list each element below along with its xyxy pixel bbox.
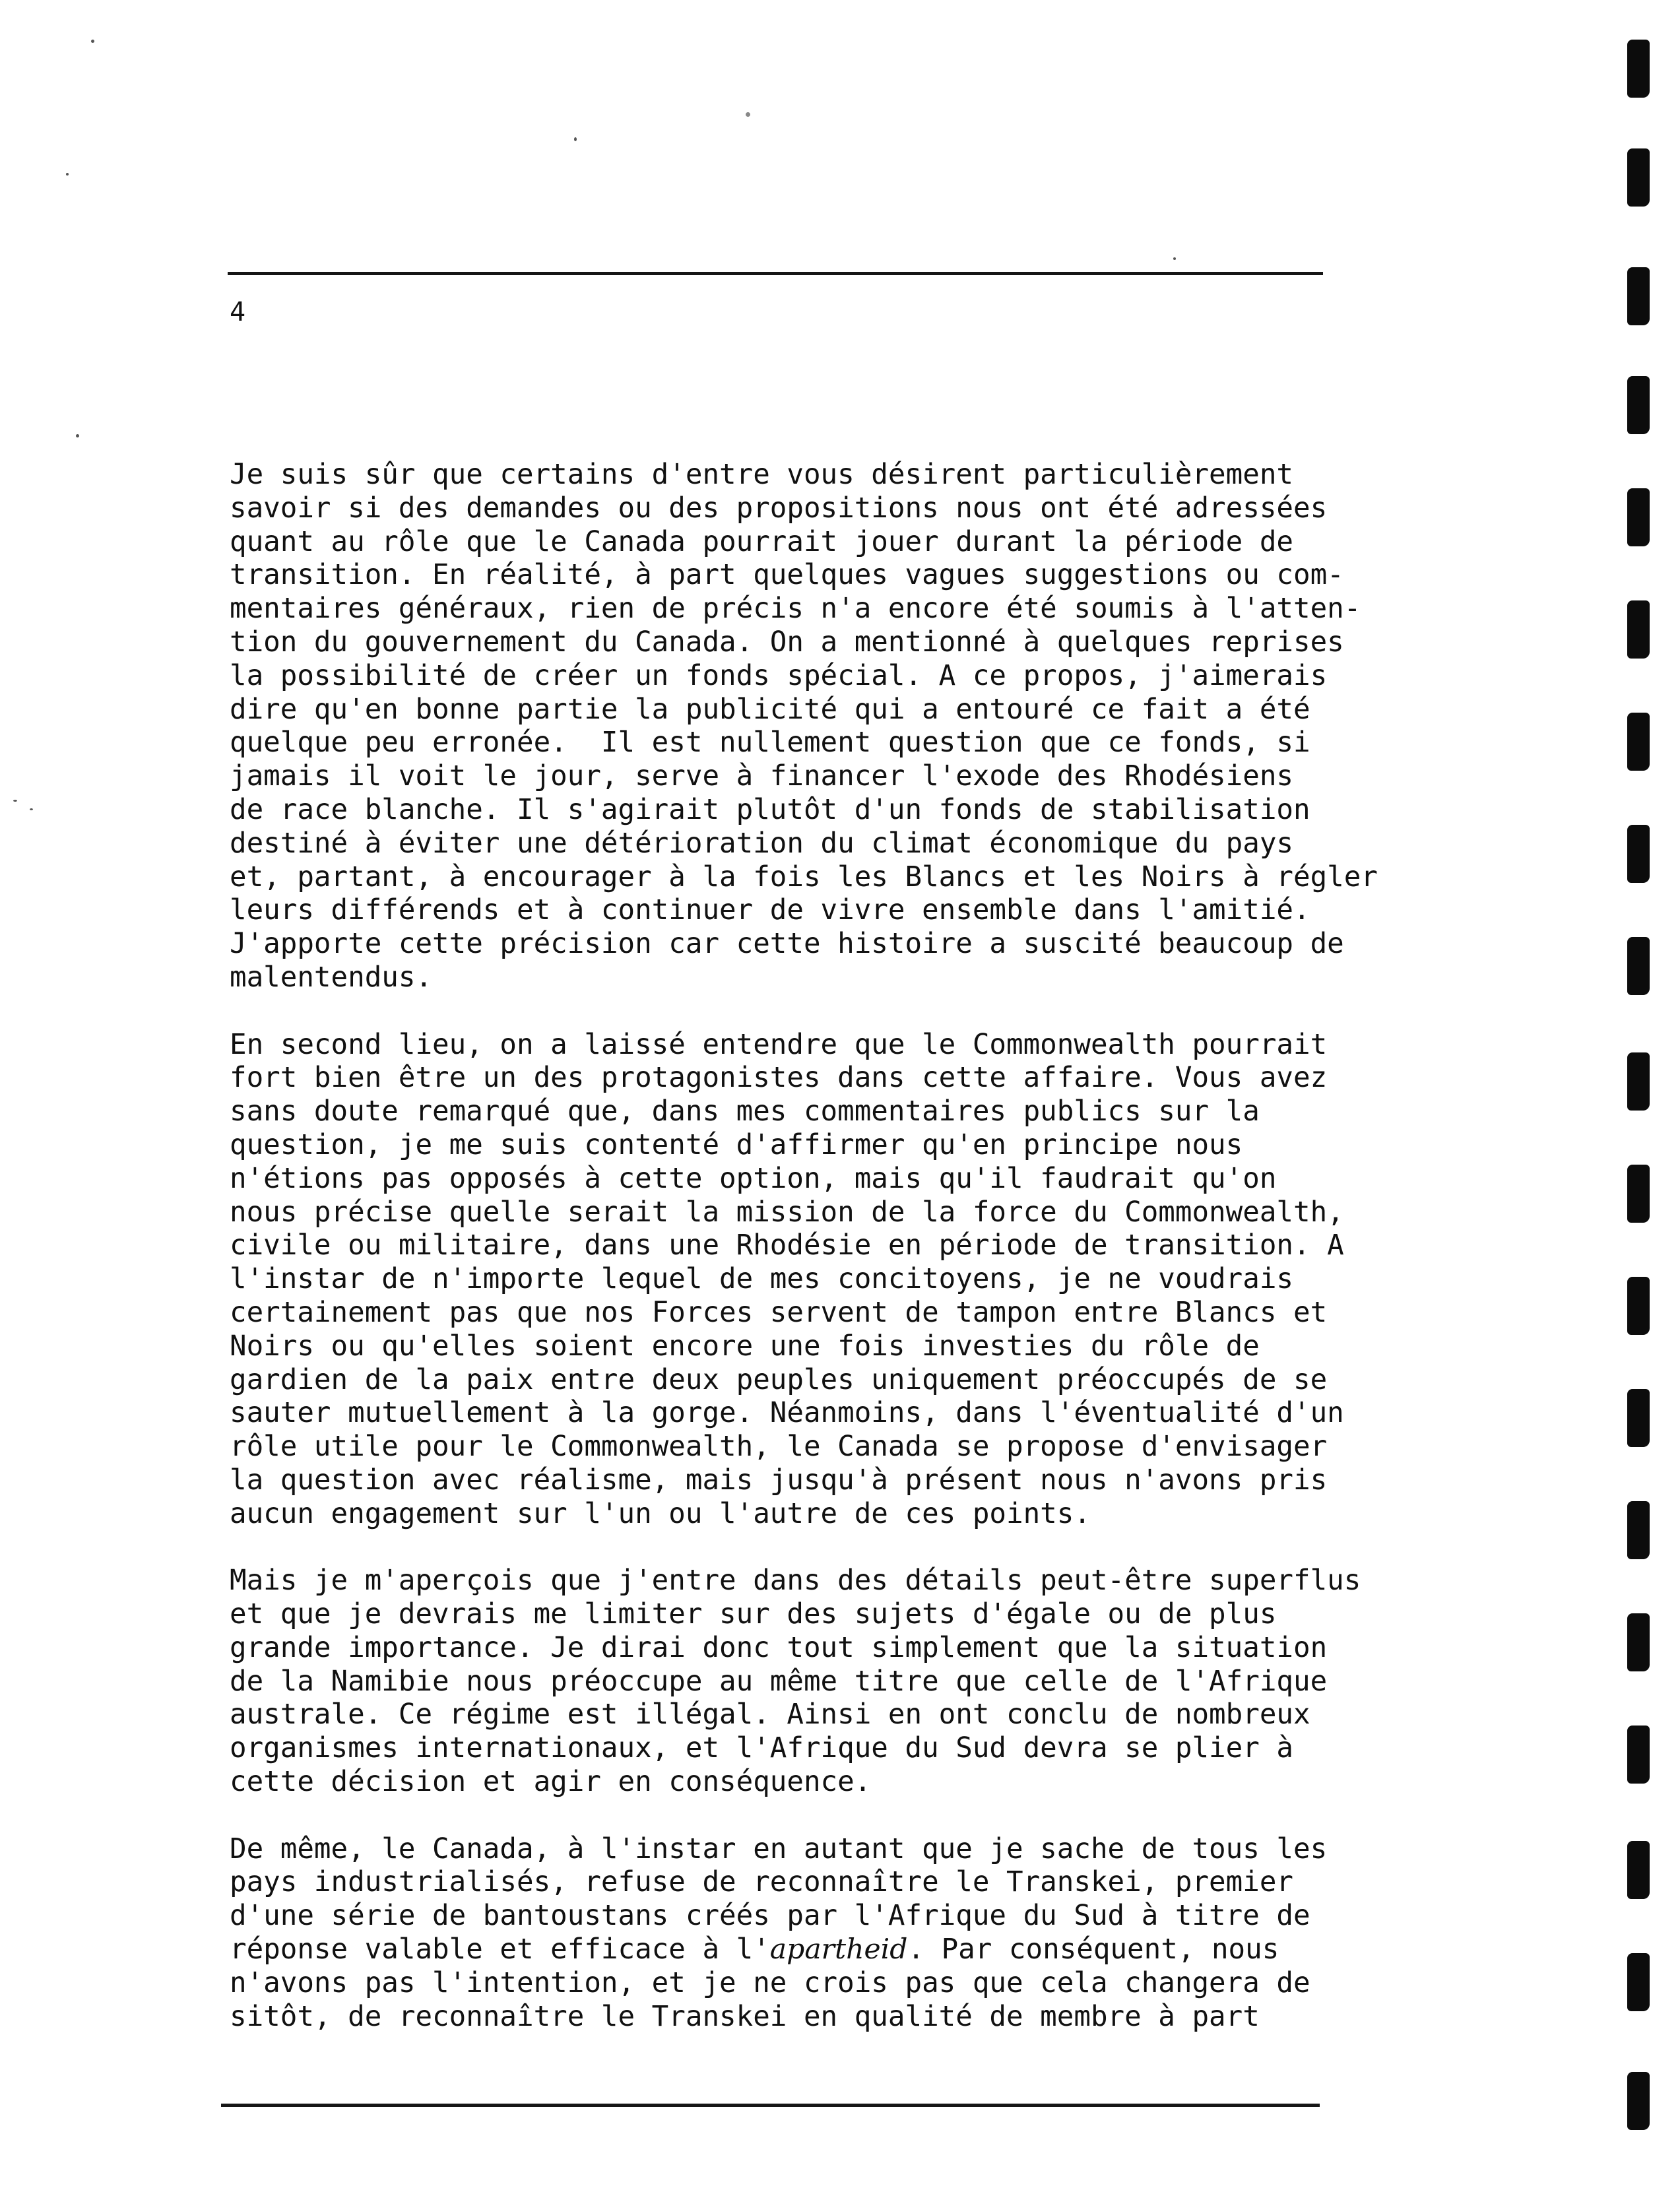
emphasis-word: apartheid xyxy=(769,1933,908,1966)
text-line: question, je me suis contenté d'affirmer qu'en principe nous xyxy=(230,1128,1243,1161)
text-line: jamais il voit le jour, serve à financer l'exode des Rhodésiens xyxy=(230,760,1293,793)
text-line: n'étions pas opposés à cette option, mais qu'il faudrait qu'on xyxy=(230,1162,1277,1195)
text-line: gardien de la paix entre deux peuples uniquement préoccupés de se xyxy=(230,1363,1328,1396)
text-line: l'instar de n'importe lequel de mes concitoyens, je ne voudrais xyxy=(230,1263,1293,1296)
punch-hole xyxy=(1627,1501,1650,1559)
text-line: sitôt, de reconnaître le Transkei en qualité de membre à part xyxy=(230,2000,1260,2033)
text-line: J'apporte cette précision car cette histoire a suscité beaucoup de xyxy=(230,928,1344,961)
text-line: savoir si des demandes ou des propositions nous ont été adressées xyxy=(230,492,1328,525)
punch-hole xyxy=(1627,713,1650,771)
scan-speck xyxy=(1173,257,1176,260)
text-line: certainement pas que nos Forces servent de tampon entre Blancs et xyxy=(230,1296,1328,1329)
text-line: de la Namibie nous préoccupe au même titre que celle de l'Afrique xyxy=(230,1665,1328,1698)
paragraph-3 xyxy=(230,1565,1404,1799)
text-line: la question avec réalisme, mais jusqu'à présent nous n'avons pris xyxy=(230,1464,1328,1497)
text-line: leurs différends et à continuer de vivre ensemble dans l'amitié. xyxy=(230,894,1310,927)
page-number: 4 xyxy=(230,297,246,327)
paragraph-1 xyxy=(230,459,1404,995)
text-line: n'avons pas l'intention, et je ne crois pas que cela changera de xyxy=(230,1966,1310,1999)
punch-hole xyxy=(1627,1277,1650,1335)
binding-holes xyxy=(1627,0,1667,2194)
text-line: australe. Ce régime est illégal. Ainsi en ont conclu de nombreux xyxy=(230,1698,1310,1731)
scan-speck xyxy=(66,173,69,176)
text-line: sauter mutuellement à la gorge. Néanmoins, dans l'éventualité d'un xyxy=(230,1397,1344,1430)
text-line: Je suis sûr que certains d'entre vous désirent particulièrement xyxy=(230,459,1293,491)
text-line: la possibilité de créer un fonds spécial. A ce propos, j'aimerais xyxy=(230,659,1328,692)
top-rule xyxy=(228,272,1323,275)
punch-hole xyxy=(1627,1389,1650,1447)
text-line: cette décision et agir en conséquence. xyxy=(230,1766,872,1799)
text-line-with-emphasis xyxy=(230,1933,1404,1967)
punch-hole xyxy=(1627,267,1650,325)
text-line: organismes internationaux, et l'Afrique du Sud devra se plier à xyxy=(230,1732,1293,1765)
text-line: quant au rôle que le Canada pourrait jouer durant la période de xyxy=(230,525,1293,558)
text-line: fort bien être un des protagonistes dans cette affaire. Vous avez xyxy=(230,1062,1328,1095)
text-line: Mais je m'aperçois que j'entre dans des détails peut-être superflus xyxy=(230,1565,1361,1597)
text-line: grande importance. Je dirai donc tout simplement que la situation xyxy=(230,1631,1328,1664)
punch-hole xyxy=(1627,825,1650,883)
text-line: Noirs ou qu'elles soient encore une fois investies du rôle de xyxy=(230,1330,1260,1363)
text-line: de race blanche. Il s'agirait plutôt d'un fonds de stabilisation xyxy=(230,793,1310,826)
text-line: mentaires généraux, rien de précis n'a encore été soumis à l'atten- xyxy=(230,593,1361,626)
scan-speck xyxy=(13,800,17,802)
document-body xyxy=(230,459,1404,2067)
text-line: quelque peu erronée. Il est nullement question que ce fonds, si xyxy=(230,726,1310,759)
punch-hole xyxy=(1627,600,1650,659)
text-line: dire qu'en bonne partie la publicité qui a entouré ce fait a été xyxy=(230,693,1310,726)
punch-hole xyxy=(1627,1165,1650,1223)
punch-hole xyxy=(1627,1841,1650,1899)
scan-speck xyxy=(76,434,79,437)
punch-hole xyxy=(1627,488,1650,546)
punch-hole xyxy=(1627,1613,1650,1671)
punch-hole xyxy=(1627,1953,1650,2011)
text-segment: réponse valable et efficace à l' xyxy=(230,1933,770,1966)
text-line: transition. En réalité, à part quelques vagues suggestions ou com- xyxy=(230,559,1344,592)
text-line: d'une série de bantoustans créés par l'Afrique du Sud à titre de xyxy=(230,1900,1310,1933)
text-line: De même, le Canada, à l'instar en autant que je sache de tous les xyxy=(230,1832,1328,1865)
paragraph-4 xyxy=(230,1833,1404,2034)
punch-hole xyxy=(1627,1726,1650,1784)
text-segment: . Par conséquent, nous xyxy=(907,1933,1279,1966)
scan-speck xyxy=(91,40,94,43)
scan-speck xyxy=(30,808,33,810)
text-line: En second lieu, on a laissé entendre que le Commonwealth pourrait xyxy=(230,1028,1328,1061)
paragraph-2 xyxy=(230,1029,1404,1532)
punch-hole xyxy=(1627,376,1650,434)
text-line: sans doute remarqué que, dans mes commentaires publics sur la xyxy=(230,1095,1260,1128)
punch-hole xyxy=(1627,2072,1650,2130)
text-line: rôle utile pour le Commonwealth, le Canada se propose d'envisager xyxy=(230,1431,1328,1464)
text-line: et que je devrais me limiter sur des sujets d'égale ou de plus xyxy=(230,1598,1277,1631)
punch-hole xyxy=(1627,937,1650,995)
scan-speck xyxy=(746,112,750,117)
text-line: et, partant, à encourager à la fois les Blancs et les Noirs à régler xyxy=(230,860,1378,893)
text-line: civile ou militaire, dans une Rhodésie en période de transition. A xyxy=(230,1229,1344,1262)
text-line: nous précise quelle serait la mission de la force du Commonwealth, xyxy=(230,1196,1344,1229)
scan-speck xyxy=(574,137,577,141)
bottom-rule xyxy=(221,2104,1320,2107)
punch-hole xyxy=(1627,40,1650,98)
text-line: malentendus. xyxy=(230,961,433,994)
text-line: aucun engagement sur l'un ou l'autre de ces points. xyxy=(230,1497,1091,1530)
text-line: pays industrialisés, refuse de reconnaître le Transkei, premier xyxy=(230,1866,1293,1899)
text-line: destiné à éviter une détérioration du climat économique du pays xyxy=(230,827,1293,860)
punch-hole xyxy=(1627,1052,1650,1111)
punch-hole xyxy=(1627,148,1650,207)
text-line: tion du gouvernement du Canada. On a mentionné à quelques reprises xyxy=(230,626,1344,659)
